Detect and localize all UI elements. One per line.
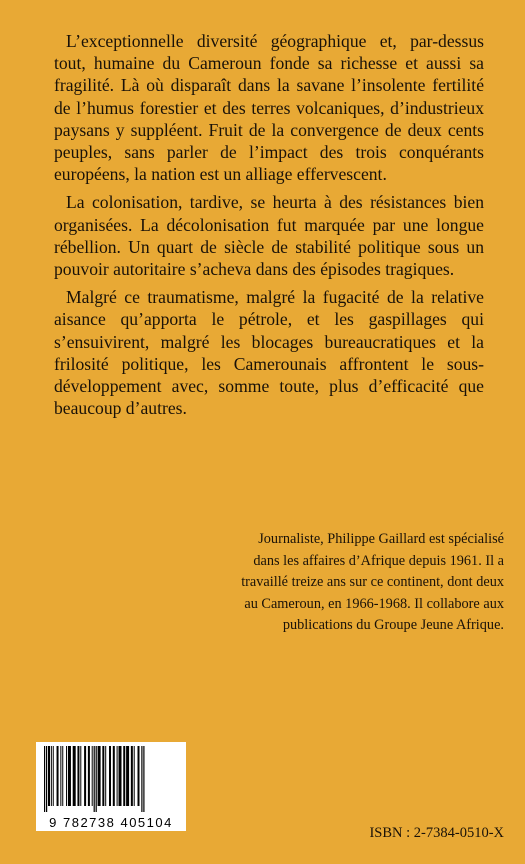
barcode-guard-bar <box>46 746 47 812</box>
barcode-bar <box>131 746 133 806</box>
summary-paragraph-3: Malgré ce traumatisme, malgré la fugacité de la relative aisance qu’apporta le pétrole, et les gaspillages qui s’ensuivirent, malgré les blocages bureaucratiques et la frilosité politique, les Camerounais affrontent le sous-développement avec, somme toute, plus d’efficacité que beaucoup d’autres. <box>54 287 484 419</box>
barcode-digits: 9 782738 405104 <box>49 815 173 830</box>
barcode-bar <box>73 746 76 806</box>
barcode-bar <box>77 746 79 806</box>
barcode-bar <box>123 746 125 806</box>
barcode <box>36 742 186 831</box>
barcode-bar <box>126 746 129 806</box>
barcode-bar <box>117 746 118 806</box>
barcode-bar <box>92 746 93 806</box>
back-cover-summary <box>54 30 484 425</box>
author-bio <box>230 529 504 637</box>
barcode-guard-bar <box>94 746 95 812</box>
barcode-bar <box>51 746 52 806</box>
summary-paragraph-1: L’exceptionnelle diversité géographique et, par-dessus tout, humaine du Cameroun fonde sa richesse et aussi sa fragilité. Là où disparaît dans la savane l’insolente fertilité de l’humus forestier et des terres volcaniques, d’industrieux paysans y suppléent. Fruit de la convergence de deux cents peuples, sans parler de l’impact des trois conquérants européens, la nation est un alliage effervescent. <box>54 31 484 185</box>
barcode-bar <box>98 746 101 806</box>
barcode-bar <box>57 746 59 806</box>
barcode-guard-bar <box>143 746 144 812</box>
summary-paragraph-2: La colonisation, tardive, se heurta à des résistances bien organisées. La décolonisation fut marquée par une longue rébellion. Un quart de siècle de stabilité politique sous un pouvoir autoritaire s’acheva dans des épisodes tragiques. <box>54 192 484 280</box>
barcode-bar <box>53 746 54 806</box>
barcode-bar <box>109 746 111 806</box>
isbn-label: ISBN : 2-7384-0510-X <box>369 825 504 841</box>
barcode-bar <box>134 746 135 806</box>
barcode-guard-bar <box>96 746 97 812</box>
barcode-bar <box>119 746 122 806</box>
barcode-guard-bar <box>141 746 142 812</box>
barcode-bar <box>88 746 90 806</box>
barcode-bar <box>84 746 86 806</box>
barcode-bar <box>68 746 71 806</box>
barcode-bar <box>138 746 140 806</box>
barcode-guard-bar <box>44 746 45 812</box>
barcode-bar <box>62 746 63 806</box>
barcode-bar <box>113 746 115 806</box>
barcode-bar <box>60 746 61 806</box>
barcode-bar <box>80 746 81 806</box>
author-bio-text: Journaliste, Philippe Gaillard est spécialisé dans les affaires d’Afrique depuis 1961. Il a travaillé treize ans sur ce continent, dont deux au Cameroun, en 1966-1968. Il collabore aux publications du Groupe Jeune Afrique. <box>241 531 504 634</box>
barcode-bars <box>36 742 186 816</box>
barcode-bar <box>102 746 104 806</box>
barcode-bar <box>66 746 67 806</box>
barcode-bar <box>48 746 50 806</box>
barcode-bar <box>105 746 106 806</box>
